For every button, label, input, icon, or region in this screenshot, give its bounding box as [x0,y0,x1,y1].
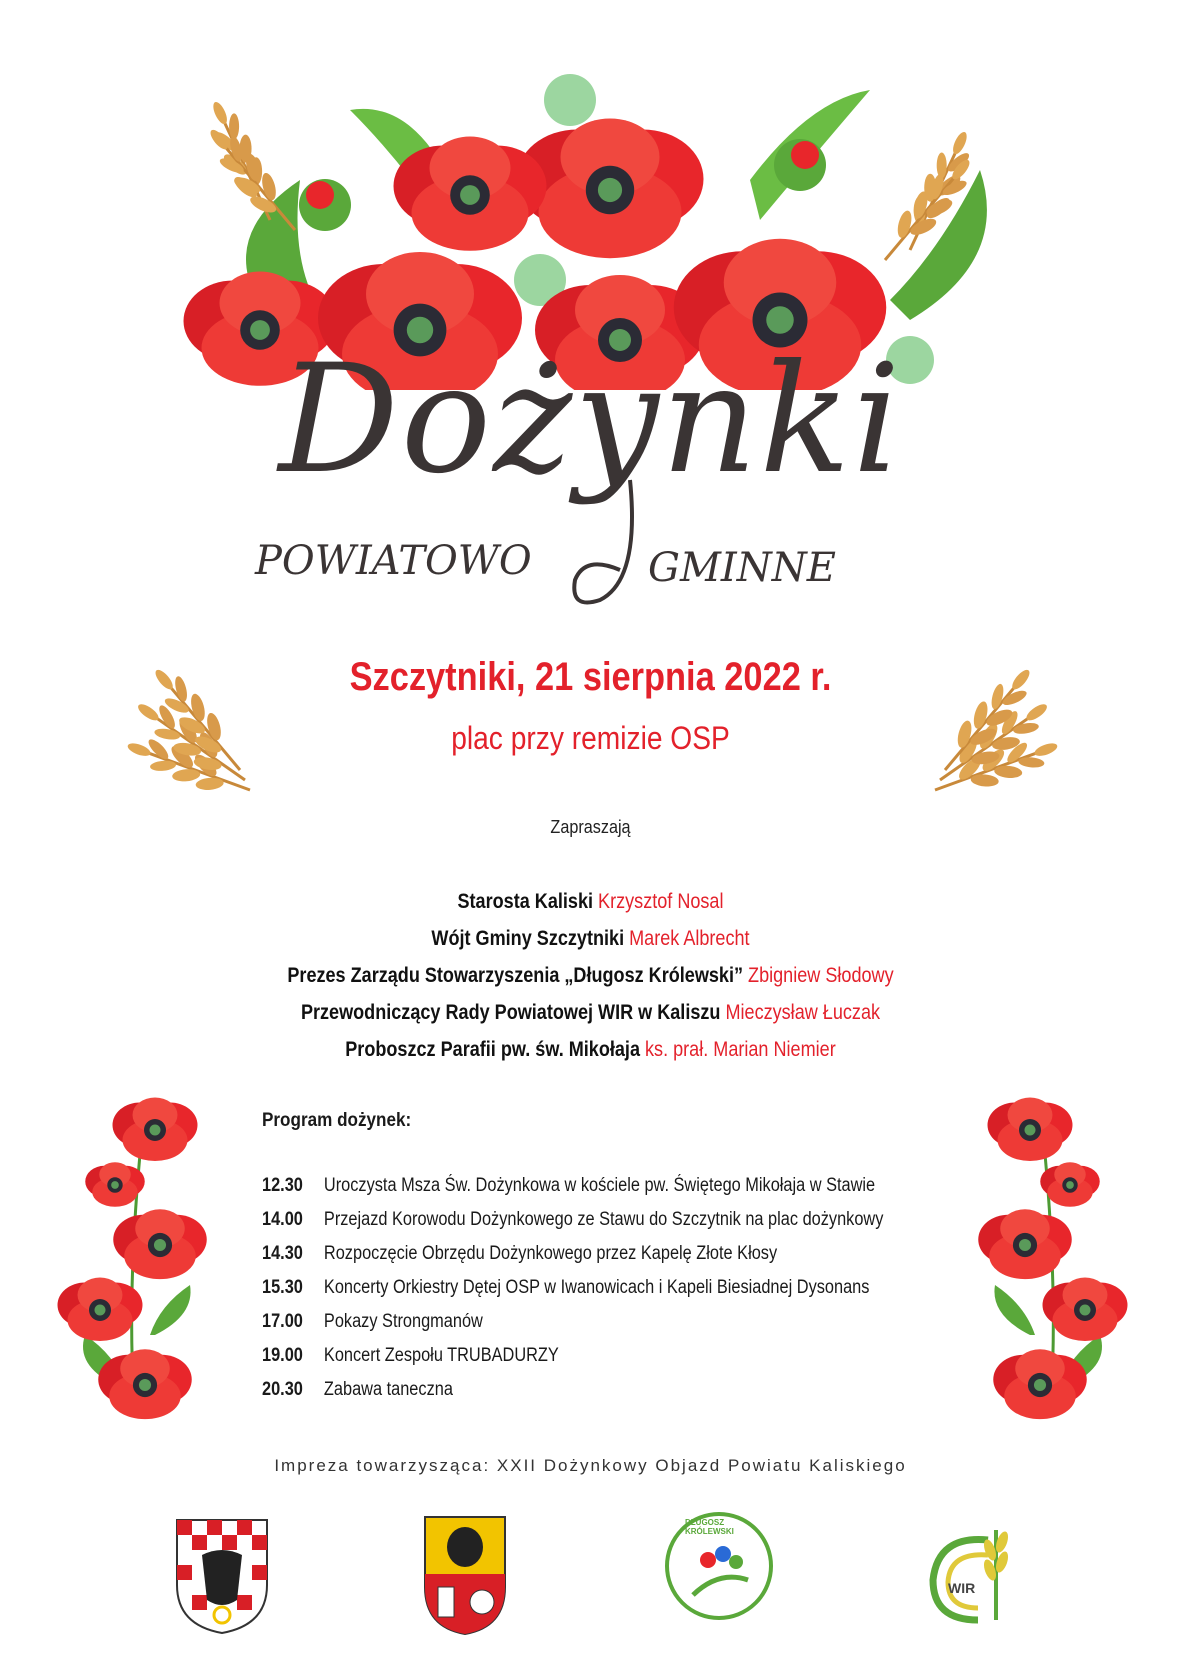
program-time: 14.30 [262,1243,303,1264]
host-line [83,1038,1099,1062]
program-event: Pokazy Strongmanów [323,1311,483,1332]
event-place-date: Szczytniki, 21 sierpnia 2022 r. [349,655,832,699]
program-row [262,1345,559,1367]
wheat-icon-right [925,620,1115,800]
host-title: Przewodniczący Rady Powiatowej WIR w Kaliszu [300,1001,721,1024]
poster-subtitle-right: GMINNE [648,545,836,591]
coat-of-arms-icon [420,1512,510,1637]
host-name: Mieczysław Łuczak [725,1001,881,1024]
dlugosz-logo-text: DŁUGOSZ KRÓLEWSKI [685,1518,734,1536]
wir-logo-text: WIR [948,1580,976,1596]
poster-title: Dożynki [278,333,903,507]
program-row [262,1209,883,1231]
host-line [83,1001,1099,1025]
program-row [262,1175,875,1197]
host-line [83,927,1099,951]
host-title: Proboszcz Parafii pw. św. Mikołaja [345,1038,641,1061]
poster-subtitle-left: POWIATOWO [255,538,532,584]
wheat-icon-left [70,620,260,800]
host-title: Prezes Zarządu Stowarzyszenia „Długosz Królewski” [287,964,744,987]
coat-of-arms-icon [172,1515,272,1635]
program-event: Zabawa taneczna [323,1379,453,1400]
program-row [262,1243,777,1265]
title-flourish [560,470,680,620]
event-venue: plac przy remizie OSP [451,720,730,756]
host-name: Marek Albrecht [629,927,750,950]
host-name: Krzysztof Nosal [598,890,724,913]
program-time: 15.30 [262,1277,303,1298]
host-name: Zbigniew Słodowy [748,964,894,987]
dlugosz-logo-icon [663,1510,775,1622]
poppy-column-right [965,1085,1130,1425]
host-title: Wójt Gminy Szczytniki [431,927,625,950]
invite-label: Zapraszają [550,817,631,837]
wir-logo-icon [918,1510,1018,1630]
program-event: Koncerty Orkiestry Dętej OSP w Iwanowicach i Kapeli Biesiadnej Dysonans [323,1277,870,1298]
program-row [262,1277,869,1299]
host-line [83,964,1099,988]
program-header: Program dożynek: [262,1110,412,1131]
program-row [262,1311,483,1333]
program-event: Koncert Zespołu TRUBADURZY [323,1345,559,1366]
program-time: 14.00 [262,1209,303,1230]
program-time: 19.00 [262,1345,303,1366]
program-time: 12.30 [262,1175,303,1196]
program-event: Uroczysta Msza Św. Dożynkowa w kościele pw. Świętego Mikołaja w Stawie [323,1175,876,1196]
poppy-column-left [55,1085,220,1425]
host-title: Starosta Kaliski [457,890,594,913]
accompanying-event: Impreza towarzysząca: XXII Dożynkowy Objazd Powiatu Kaliskiego [274,1456,907,1475]
program-row [262,1379,453,1401]
program-time: 20.30 [262,1379,303,1400]
host-name: ks. prał. Marian Niemier [645,1038,836,1061]
program-event: Przejazd Korowodu Dożynkowego ze Stawu do Szczytnik na plac dożynkowy [323,1209,884,1230]
host-line [83,890,1099,914]
program-event: Rozpoczęcie Obrzędu Dożynkowego przez Kapelę Złote Kłosy [323,1243,778,1264]
program-time: 17.00 [262,1311,303,1332]
